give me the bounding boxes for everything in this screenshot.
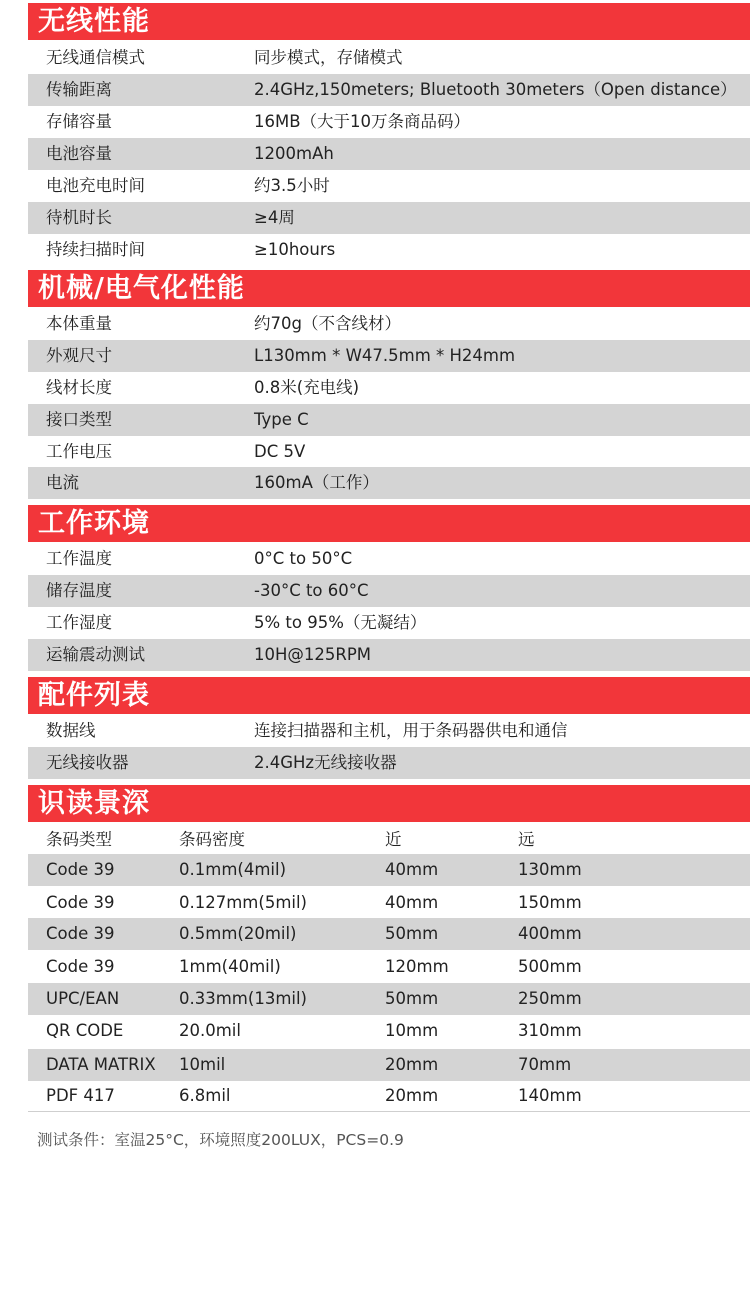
spec-row — [28, 42, 750, 74]
table-row — [28, 983, 750, 1015]
spec-row — [28, 575, 750, 607]
header-near: 近 — [385, 830, 402, 849]
spec-key: 线材长度 — [46, 378, 112, 397]
spec-row — [28, 607, 750, 639]
cell-near: 10mm — [385, 1021, 439, 1040]
spec-value: 同步模式，存储模式 — [254, 48, 403, 67]
cell-density: 0.5mm(20mil) — [179, 924, 297, 943]
spec-key: 外观尺寸 — [46, 346, 112, 365]
section-title-depth: 识读景深 — [28, 785, 750, 822]
spec-row — [28, 436, 750, 468]
cell-type: UPC/EAN — [46, 989, 120, 1008]
spec-value: Type C — [254, 410, 309, 429]
cell-type: Code 39 — [46, 893, 115, 912]
spec-key: 持续扫描时间 — [46, 240, 145, 259]
cell-density: 20.0mil — [179, 1021, 241, 1040]
spec-row — [28, 74, 750, 106]
spec-value: 2.4GHz,150meters; Bluetooth 30meters（Open distance） — [254, 80, 737, 99]
cell-density: 0.127mm(5mil) — [179, 893, 307, 912]
section-title-environment: 工作环境 — [28, 505, 750, 542]
spec-row — [28, 639, 750, 671]
cell-density: 10mil — [179, 1055, 226, 1074]
section-title-mechanical: 机械/电气化性能 — [28, 270, 750, 307]
cell-near: 40mm — [385, 893, 439, 912]
cell-type: Code 39 — [46, 957, 115, 976]
spec-key: 待机时长 — [46, 208, 112, 227]
cell-near: 20mm — [385, 1055, 439, 1074]
cell-type: PDF 417 — [46, 1086, 115, 1105]
cell-far: 400mm — [518, 924, 582, 943]
table-row — [28, 854, 750, 886]
header-far: 远 — [518, 830, 535, 849]
spec-row — [28, 234, 750, 266]
cell-density: 1mm(40mil) — [179, 957, 281, 976]
spec-key: 电流 — [46, 473, 79, 492]
spec-value: 5% to 95%（无凝结） — [254, 613, 427, 632]
spec-value: ≥10hours — [254, 240, 336, 259]
table-row — [28, 1049, 750, 1081]
spec-value: 1200mAh — [254, 144, 334, 163]
spec-value: ≥4周 — [254, 208, 295, 227]
spec-key: 传输距离 — [46, 80, 112, 99]
spec-value: DC 5V — [254, 442, 306, 461]
cell-near: 120mm — [385, 957, 449, 976]
cell-far: 250mm — [518, 989, 582, 1008]
spec-value: 16MB（大于10万条商品码） — [254, 112, 471, 131]
spec-key: 存储容量 — [46, 112, 112, 131]
header-density: 条码密度 — [179, 830, 245, 849]
spec-key: 工作温度 — [46, 549, 112, 568]
cell-density: 6.8mil — [179, 1086, 231, 1105]
spec-row — [28, 106, 750, 138]
spec-value: 连接扫描器和主机，用于条码器供电和通信 — [254, 721, 568, 740]
spec-value: 约70g（不含线材） — [254, 314, 401, 333]
table-row — [28, 1080, 750, 1112]
spec-row — [28, 308, 750, 340]
spec-value: 0.8米(充电线) — [254, 378, 360, 397]
table-row — [28, 918, 750, 950]
cell-far: 140mm — [518, 1086, 582, 1105]
spec-row — [28, 170, 750, 202]
cell-type: QR CODE — [46, 1021, 124, 1040]
spec-key: 运输震动测试 — [46, 645, 145, 664]
cell-far: 500mm — [518, 957, 582, 976]
header-barcode-type: 条码类型 — [46, 830, 112, 849]
table-row — [28, 887, 750, 919]
spec-row — [28, 202, 750, 234]
spec-key: 无线接收器 — [46, 753, 129, 772]
spec-key: 储存温度 — [46, 581, 112, 600]
table-bottom-divider — [28, 1111, 750, 1112]
spec-value: -30°C to 60°C — [254, 581, 369, 600]
spec-key: 接口类型 — [46, 410, 112, 429]
cell-far: 130mm — [518, 860, 582, 879]
spec-row — [28, 372, 750, 404]
cell-type: Code 39 — [46, 860, 115, 879]
table-row — [28, 1015, 750, 1047]
spec-key: 数据线 — [46, 721, 96, 740]
spec-row — [28, 404, 750, 436]
spec-value: 0°C to 50°C — [254, 549, 353, 568]
spec-value: 160mA（工作） — [254, 473, 379, 492]
cell-far: 310mm — [518, 1021, 582, 1040]
spec-row — [28, 715, 750, 747]
spec-key: 无线通信模式 — [46, 48, 145, 67]
spec-value: L130mm * W47.5mm * H24mm — [254, 346, 516, 365]
spec-row — [28, 747, 750, 779]
cell-density: 0.33mm(13mil) — [179, 989, 307, 1008]
cell-near: 50mm — [385, 924, 439, 943]
cell-far: 150mm — [518, 893, 582, 912]
spec-row — [28, 138, 750, 170]
spec-value: 2.4GHz无线接收器 — [254, 753, 397, 772]
cell-type: Code 39 — [46, 924, 115, 943]
depth-table-header — [28, 824, 750, 856]
spec-row — [28, 340, 750, 372]
spec-key: 工作湿度 — [46, 613, 112, 632]
spec-key: 电池容量 — [46, 144, 112, 163]
spec-key: 电池充电时间 — [46, 176, 145, 195]
spec-key: 工作电压 — [46, 442, 112, 461]
cell-near: 20mm — [385, 1086, 439, 1105]
cell-near: 50mm — [385, 989, 439, 1008]
spec-value: 约3.5小时 — [254, 176, 330, 195]
cell-density: 0.1mm(4mil) — [179, 860, 287, 879]
cell-far: 70mm — [518, 1055, 572, 1074]
spec-key: 本体重量 — [46, 314, 112, 333]
spec-row — [28, 543, 750, 575]
test-conditions-note: 测试条件：室温25°C，环境照度200LUX，PCS=0.9 — [37, 1131, 404, 1149]
table-row — [28, 951, 750, 983]
spec-row — [28, 467, 750, 499]
section-title-wireless: 无线性能 — [28, 3, 750, 40]
section-title-accessories: 配件列表 — [28, 677, 750, 714]
cell-near: 40mm — [385, 860, 439, 879]
spec-value: 10H@125RPM — [254, 645, 372, 664]
cell-type: DATA MATRIX — [46, 1055, 156, 1074]
